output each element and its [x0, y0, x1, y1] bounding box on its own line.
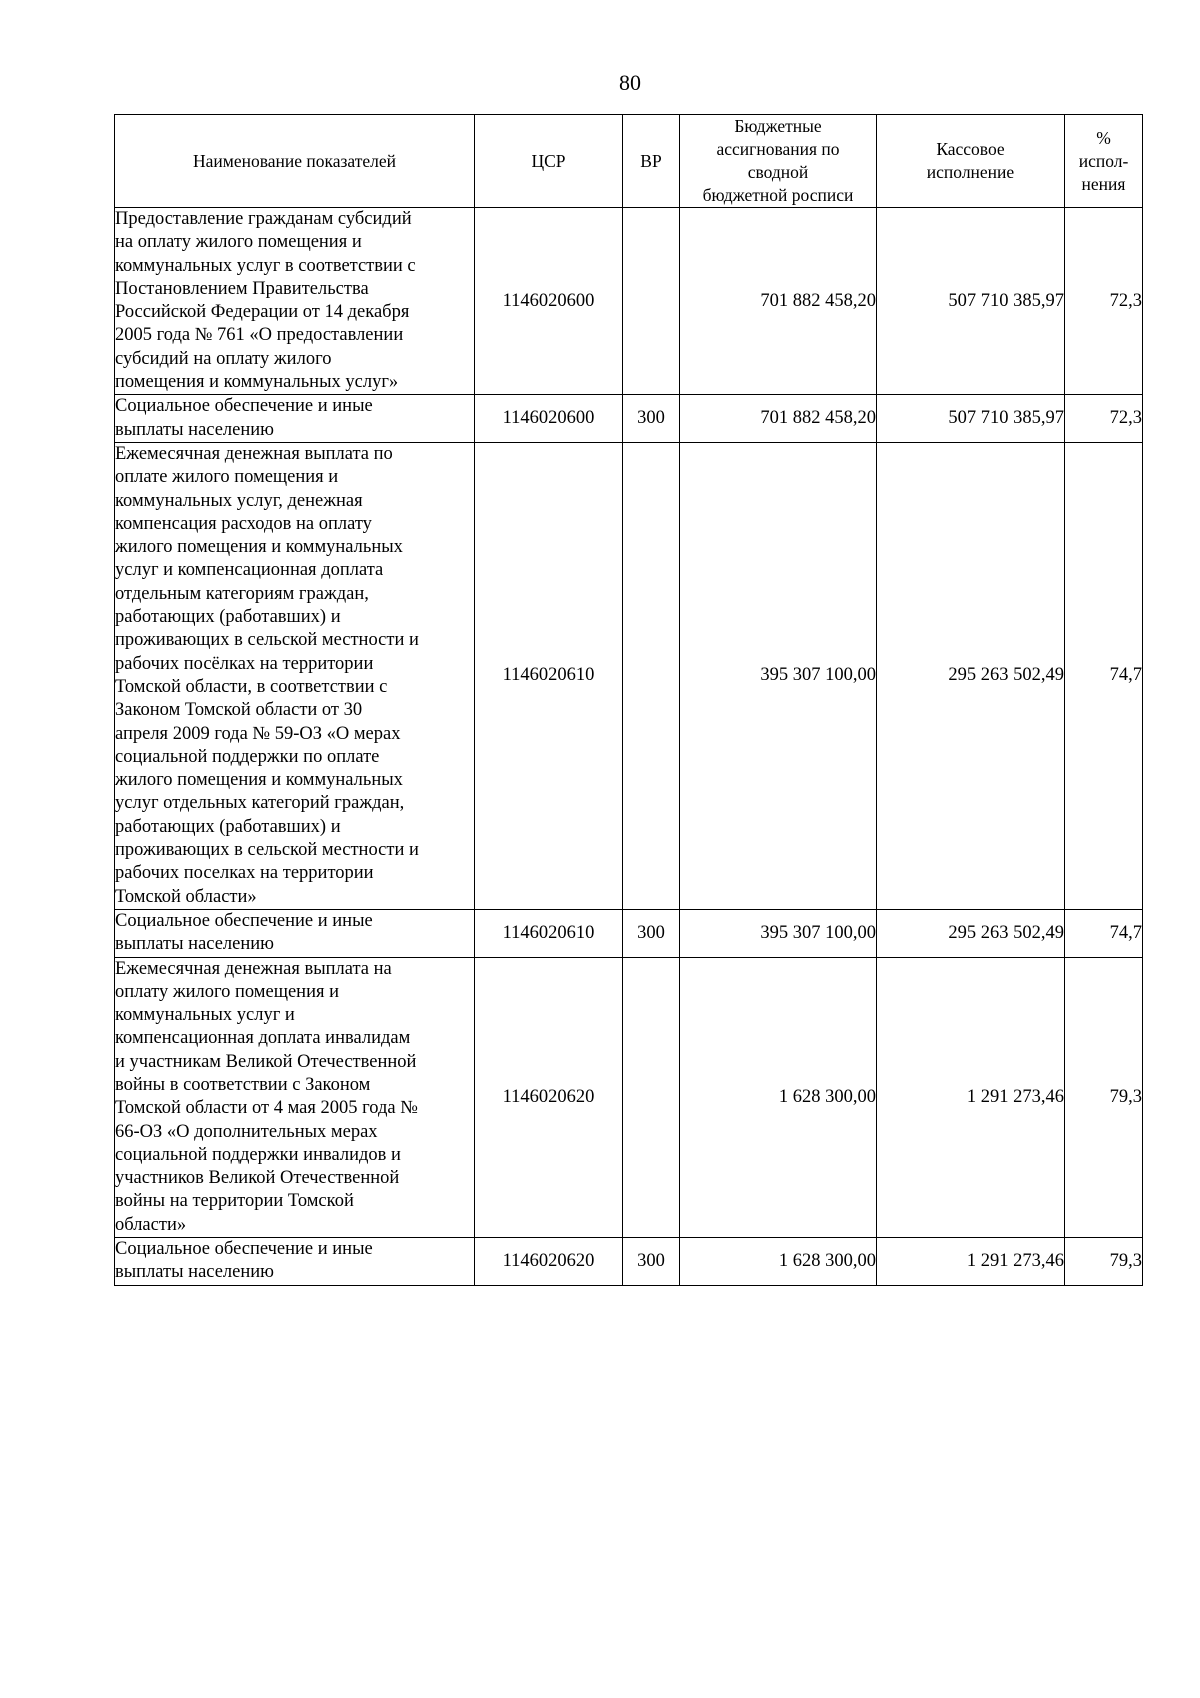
row-name-line: выплаты населению [115, 934, 274, 955]
header-budget [680, 115, 877, 208]
row-vr [623, 957, 680, 1238]
header-percent-line: испол- [1078, 150, 1129, 171]
header-name: Наименование показателей [115, 115, 475, 208]
row-name-line: социальной поддержки по оплате [115, 746, 380, 767]
row-vr: 300 [623, 395, 680, 443]
row-percent: 72,3 [1065, 395, 1143, 443]
row-name-line: проживающих в сельской местности и [115, 630, 419, 651]
row-vr: 300 [623, 1238, 680, 1286]
row-name-line: на оплату жилого помещения и [115, 232, 362, 253]
row-csr: 1146020620 [475, 957, 623, 1238]
row-percent: 74,7 [1065, 442, 1143, 909]
row-budget: 701 882 458,20 [680, 395, 877, 443]
row-name-line: рабочих посёлках на территории [115, 653, 374, 674]
row-name [115, 1238, 475, 1286]
row-name [115, 395, 475, 443]
row-cash: 295 263 502,49 [877, 909, 1065, 957]
row-name-line: Постановлением Правительства [115, 278, 369, 299]
row-name-line: услуг отдельных категорий граждан, [115, 793, 405, 814]
header-vr: ВР [623, 115, 680, 208]
row-name-line: оплату жилого помещения и [115, 981, 340, 1002]
row-name-line: коммунальных услуг в соответствии с [115, 255, 416, 276]
row-csr: 1146020620 [475, 1238, 623, 1286]
header-budget-line: Бюджетные [734, 116, 822, 136]
row-budget: 395 307 100,00 [680, 909, 877, 957]
row-cash: 507 710 385,97 [877, 395, 1065, 443]
row-name-line: Томской области от 4 мая 2005 года № [115, 1098, 418, 1119]
row-percent: 79,3 [1065, 957, 1143, 1238]
row-percent: 79,3 [1065, 1238, 1143, 1286]
row-name-line: Ежемесячная денежная выплата по [115, 443, 393, 464]
row-csr: 1146020600 [475, 208, 623, 395]
row-name [115, 208, 475, 395]
row-cash: 295 263 502,49 [877, 442, 1065, 909]
row-vr [623, 208, 680, 395]
row-name-line: рабочих поселках на территории [115, 863, 374, 884]
header-percent-line: % [1096, 127, 1111, 148]
header-budget-line: ассигнования по [716, 139, 840, 159]
row-cash: 507 710 385,97 [877, 208, 1065, 395]
header-budget-line: сводной [747, 162, 809, 182]
row-budget: 395 307 100,00 [680, 442, 877, 909]
table-row [115, 957, 1143, 1238]
row-name-line: выплаты населению [115, 1262, 274, 1283]
row-name-line: участников Великой Отечественной [115, 1168, 400, 1189]
row-name-line: Российской Федерации от 14 декабря [115, 302, 410, 323]
row-name-line: услуг и компенсационная доплата [115, 560, 384, 581]
row-name-line: коммунальных услуг, денежная [115, 490, 363, 511]
row-name [115, 957, 475, 1238]
page-number: 80 [619, 70, 641, 95]
budget-execution-table [114, 114, 1143, 1286]
row-name [115, 909, 475, 957]
row-name-line: субсидий на оплату жилого [115, 348, 332, 369]
row-vr [623, 442, 680, 909]
row-budget: 1 628 300,00 [680, 957, 877, 1238]
row-vr: 300 [623, 909, 680, 957]
table-row [115, 208, 1143, 395]
row-name-line: оплате жилого помещения и [115, 467, 339, 488]
header-percent [1065, 115, 1143, 208]
row-name-line: Предоставление гражданам субсидий [115, 209, 412, 229]
row-name-line: выплаты населению [115, 419, 274, 440]
row-csr: 1146020610 [475, 909, 623, 957]
row-name-line: работающих (работавших) и [115, 816, 341, 837]
header-percent-line: нения [1081, 173, 1126, 194]
row-name-line: социальной поддержки инвалидов и [115, 1144, 401, 1165]
table-row [115, 395, 1143, 443]
table-row [115, 442, 1143, 909]
row-csr: 1146020610 [475, 442, 623, 909]
row-name-line: помещения и коммунальных услуг» [115, 372, 399, 393]
row-name-line: Ежемесячная денежная выплата на [115, 958, 392, 979]
header-cash [877, 115, 1065, 208]
row-name-line: 2005 года № 761 «О предоставлении [115, 325, 404, 346]
row-percent: 72,3 [1065, 208, 1143, 395]
header-cash-line: исполнение [926, 162, 1015, 182]
row-budget: 1 628 300,00 [680, 1238, 877, 1286]
row-name-line: жилого помещения и коммунальных [115, 537, 403, 558]
row-name-line: Социальное обеспечение и иные [115, 910, 373, 931]
row-cash: 1 291 273,46 [877, 1238, 1065, 1286]
row-name [115, 442, 475, 909]
row-name-line: проживающих в сельской местности и [115, 840, 419, 861]
row-name-line: компенсационная доплата инвалидам [115, 1028, 411, 1049]
row-csr: 1146020600 [475, 395, 623, 443]
row-name-line: отдельным категориям граждан, [115, 583, 369, 604]
row-percent: 74,7 [1065, 909, 1143, 957]
row-name-line: жилого помещения и коммунальных [115, 770, 403, 791]
row-name-line: 66-ОЗ «О дополнительных мерах [115, 1121, 378, 1142]
row-name-line: компенсация расходов на оплату [115, 513, 372, 534]
row-name-line: Законом Томской области от 30 [115, 700, 363, 721]
header-csr: ЦСР [475, 115, 623, 208]
header-cash-line: Кассовое [936, 139, 1005, 159]
row-name-line: и участникам Великой Отечественной [115, 1051, 417, 1072]
table-row [115, 1238, 1143, 1286]
row-name-line: апреля 2009 года № 59-ОЗ «О мерах [115, 723, 401, 744]
row-name-line: работающих (работавших) и [115, 607, 341, 628]
table-header-row [115, 115, 1143, 208]
row-budget: 701 882 458,20 [680, 208, 877, 395]
row-name-line: войны в соответствии с Законом [115, 1074, 371, 1095]
row-cash: 1 291 273,46 [877, 957, 1065, 1238]
row-name-line: Томской области» [115, 886, 257, 907]
header-budget-line: бюджетной росписи [702, 185, 854, 205]
row-name-line: войны на территории Томской [115, 1191, 354, 1212]
table-row [115, 909, 1143, 957]
row-name-line: коммунальных услуг и [115, 1005, 295, 1026]
row-name-line: Томской области, в соответствии с [115, 676, 388, 697]
row-name-line: Социальное обеспечение и иные [115, 396, 373, 417]
row-name-line: области» [115, 1214, 187, 1235]
row-name-line: Социальное обеспечение и иные [115, 1239, 373, 1260]
